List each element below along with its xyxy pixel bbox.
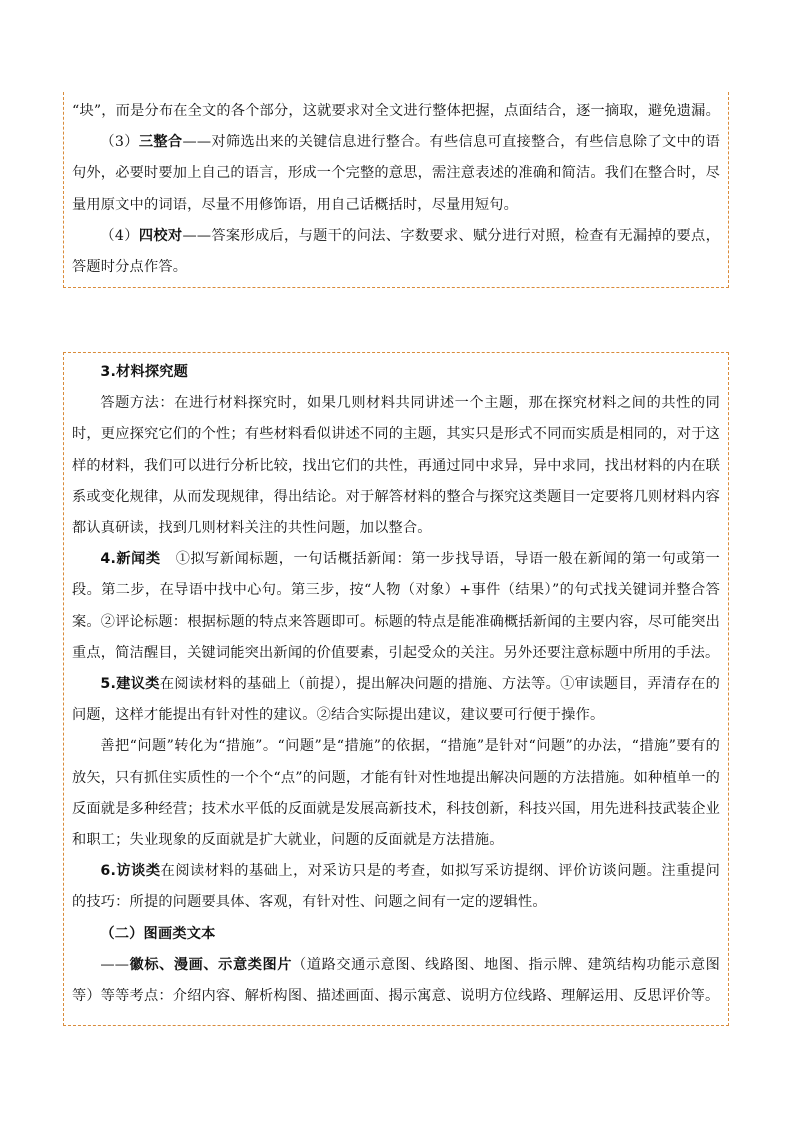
item-number: （3） (100, 134, 139, 151)
section-heading-material: 3.材料探究题 (100, 364, 188, 380)
paragraph-picture (72, 950, 720, 1012)
paragraph-problem: 善把“问题”转化为“措施”。“问题”是“措施”的依据，“措施”是针对“问题”的办法，“措施”要有的放矢，只有抓住实质性的一个个“点”的问题，才能有针对性地提出解决问题的方法措施。如种植单一的反面就是多种经营；技术水平低的反面就是发展高新技术，科技创新，科技兴国，用先进科技武装企业和职工；失业现象的反面就是扩大就业，问题的反面就是方法措施。 (72, 738, 720, 849)
item-heading-check: 四校对 (138, 227, 183, 244)
paragraph-interview (72, 856, 720, 918)
paragraph-check (72, 221, 720, 283)
paragraph-news (72, 544, 720, 669)
section-heading-picture: （二）图画类文本 (100, 925, 216, 942)
paragraph-method: 答题方法：在进行材料探究时，如果几则材料共同讲述一个主题，那在探究材料之间的共性的同时，更应探究它们的个性；有些材料看似讲述不同的主题，其实只是形式不同而实质是相同的，对于这样的材料，我们可以进行分析比较，找出它们的共性，再通过同中求异，异中求同，找出材料的内在联系或变化规律，从而发现规律，得出结论。对于解答材料的整合与探究这类题目一定要将几则材料内容都认真研读，找到几则材料关注的共性问题，加以整合。 (72, 395, 720, 537)
picture-text: （道路交通示意图、线路图、地图、指示牌、建筑结构功能示意图等）等等考点：介绍内容、解析构图、描述画面、揭示寓意、说明方位线路、理解运用、反思评价等。 (72, 956, 720, 1005)
paragraph-continuation: “块”，而是分布在全文的各个部分，这就要求对全文进行整体把握，点面结合，逐一摘取，避免遗漏。 (72, 103, 720, 119)
paragraph-suggest (72, 669, 720, 731)
top-box-content (72, 96, 720, 283)
suggest-text: 在阅读材料的基础上（前提），提出解决问题的措施、方法等。①审读题目，弄清存在的问题，这样才能提出有针对性的建议。②结合实际提出建议，建议要可行便于操作。 (72, 676, 720, 724)
item-number: （4） (100, 227, 139, 244)
item-text: ——对筛选出来的关键信息进行整合。有些信息可直接整合，有些信息除了文中的语句外，必要时要加上自己的语言，形成一个完整的意思，需注意表述的准确和简洁。我们在整合时，尽量用原文中的词语，尽量不用修饰语，用自己话概括时，尽量用短句。 (72, 134, 720, 213)
picture-types-heading: 徽标、漫画、示意类图片 (129, 956, 293, 973)
bottom-text-box (63, 352, 729, 1026)
item-text: ——答案形成后，与题干的问法、字数要求、赋分进行对照，检查有无漏掉的要点，答题时分点作答。 (72, 227, 720, 276)
news-text: ①拟写新闻标题，一句话概括新闻：第一步找导语，导语一般在新闻的第一句或第一段。第二步，在导语中找中心句。第三步，按“人物（对象）+事件（结果）”的句式找关键词并整合答案。②评论标题：根据标题的特点来答题即可。标题的特点是能准确概括新闻的主要内容，尽可能突出重点，简洁醒目，关键词能突出新闻的价值要素，引起受众的关注。另外还要注意标题中所用的手法。 (72, 551, 720, 661)
interview-text: 在阅读材料的基础上，对采访只是的考查，如拟写采访提纲、评价访谈问题。注重提问的技巧：所提的问题要具体、客观，有针对性、问题之间有一定的逻辑性。 (72, 863, 720, 911)
section-heading-news: 4.新闻类 (100, 551, 161, 568)
bottom-box-content (72, 357, 720, 1012)
top-text-box (63, 92, 729, 288)
section-heading-interview: 6.访谈类 (100, 863, 161, 880)
section-heading-suggest: 5.建议类 (100, 676, 160, 693)
dash: —— (100, 956, 130, 973)
paragraph-integrate (72, 127, 720, 221)
item-heading-integrate: 三整合 (138, 134, 183, 151)
